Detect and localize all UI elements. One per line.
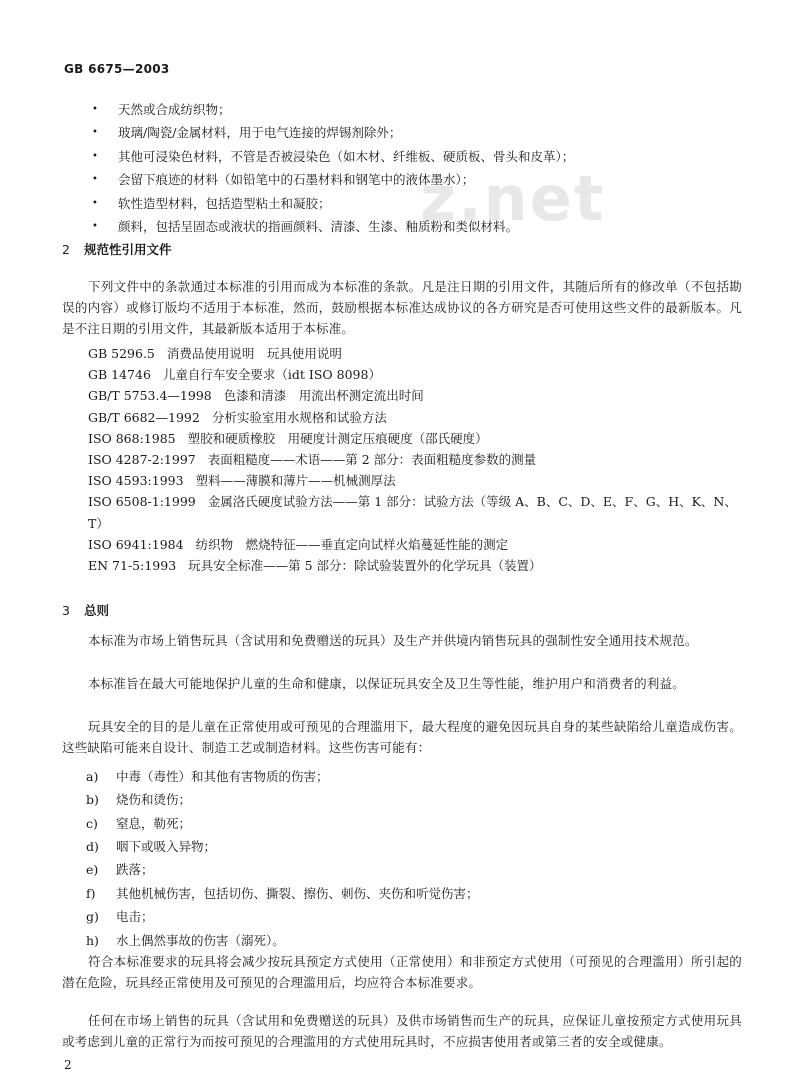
bullet-text: 天然或合成纺织物； <box>118 101 231 117</box>
section-3-paragraph-2: 本标准旨在最大可能地保护儿童的生命和健康，以保证玩具安全及卫生等性能，维护用户和消费者的利益。 <box>88 676 685 691</box>
reference-code: ISO 4287-2:1997 <box>88 452 196 468</box>
reference-title: 纺织物 燃烧特征——垂直定向试样火焰蔓延性能的测定 <box>195 536 509 552</box>
reference-code: EN 71-5:1993 <box>88 558 177 574</box>
section-number: 3 <box>62 603 70 618</box>
hazard-text: 咽下或吸入异物； <box>116 839 217 855</box>
reference-code: ISO 6941:1984 <box>88 536 184 552</box>
bullet-dot: • <box>92 174 98 185</box>
hazard-item <box>86 835 726 858</box>
hazard-label: e) <box>86 862 99 878</box>
reference-title: 金属洛氏硬度试验方法——第 1 部分：试验方法（等级 A、B、C、D、E、F、G、H、K、N、T） <box>88 494 737 531</box>
hazard-label: g) <box>86 909 99 925</box>
normative-reference-list <box>88 343 738 576</box>
reference-item <box>88 343 738 364</box>
bullet-dot: • <box>92 197 98 209</box>
bullet-item <box>92 98 732 122</box>
reference-code: GB 14746 <box>88 367 151 383</box>
hazard-item <box>86 905 726 928</box>
hazard-text: 烧伤和烫伤； <box>116 792 192 808</box>
reference-title: 塑料——薄膜和薄片——机械测厚法 <box>195 473 396 489</box>
reference-item <box>88 449 738 470</box>
section-3-paragraph-3: 玩具安全的目的是儿童在正常使用或可预见的合理滥用下，最大程度的避免因玩具自身的某些缺陷给儿童造成伤害。这些缺陷可能来自设计、制造工艺或制造材料。这些伤害可能有： <box>62 719 742 755</box>
hazard-label: b) <box>86 792 99 808</box>
bullet-text: 软性造型材料，包括造型粘土和凝胶； <box>118 195 331 211</box>
bullet-text: 颜料，包括呈固态或液状的指画颜料、清漆、生漆、釉质粉和类似材料。 <box>118 219 519 235</box>
reference-code: GB/T 5753.4—1998 <box>88 388 212 404</box>
hazard-item <box>86 929 726 952</box>
watermark-text: z.net <box>420 162 606 235</box>
page-number: 2 <box>64 1058 72 1072</box>
reference-title: 儿童自行车安全要求（idt ISO 8098） <box>162 367 381 383</box>
hazard-text: 跌落； <box>116 862 154 878</box>
hazard-text: 水上偶然事故的伤害（溺死）。 <box>116 932 285 948</box>
hazard-text: 窒息，勒死； <box>116 815 192 831</box>
bullet-dot: • <box>92 221 98 232</box>
reference-item <box>88 491 738 533</box>
reference-code: GB/T 6682—1992 <box>88 409 200 425</box>
section-3-paragraph-1: 本标准为市场上销售玩具（含试用和免费赠送的玩具）及生产并供境内销售玩具的强制性安全通用技术规范。 <box>88 633 698 648</box>
hazard-label: h) <box>86 932 99 948</box>
section-2-heading <box>62 242 172 258</box>
bullet-dot: • <box>92 150 98 162</box>
reference-title: 色漆和清漆 用流出杯测定流出时间 <box>223 388 424 404</box>
reference-item <box>88 555 738 576</box>
reference-item <box>88 364 738 385</box>
hazard-item <box>86 859 726 882</box>
bullet-item <box>92 169 732 193</box>
hazard-label: d) <box>86 839 99 855</box>
reference-title: 消费品使用说明 玩具使用说明 <box>166 346 342 361</box>
hazard-label: a) <box>86 768 99 784</box>
section-3-paragraph-5: 任何在市场上销售的玩具（含试用和免费赠送的玩具）及供市场销售而生产的玩具，应保证儿童按预定方式使用玩具或考虑到儿童的正常行为而按可预见的合理滥用的方式使用玩具时，不应损害使用者或第三者的安全或健康。 <box>62 1013 742 1049</box>
bullet-item <box>92 216 732 240</box>
hazard-item <box>86 882 726 905</box>
reference-code: ISO 868:1985 <box>88 430 176 446</box>
reference-item <box>88 428 738 449</box>
bullet-dot: • <box>92 127 98 138</box>
hazard-label: c) <box>86 815 98 831</box>
material-bullet-list <box>92 98 732 239</box>
standard-number-header: GB 6675—2003 <box>64 62 170 76</box>
reference-title: 分析实验室用水规格和试验方法 <box>211 409 387 425</box>
reference-code: ISO 4593:1993 <box>88 473 184 489</box>
reference-code: ISO 6508-1:1999 <box>88 494 196 510</box>
hazard-list <box>86 765 726 952</box>
bullet-text: 会留下痕迹的材料（如铅笔中的石墨材料和钢笔中的液体墨水）； <box>118 172 475 188</box>
hazard-text: 中毒（毒性）和其他有害物质的伤害； <box>116 768 329 784</box>
section-title: 总则 <box>84 603 110 618</box>
bullet-text: 其他可浸染色材料，不管是否被浸染色（如木材、纤维板、硬质板、骨头和皮革）； <box>118 148 575 164</box>
reference-item <box>88 534 738 555</box>
reference-title: 表面粗糙度——术语——第 2 部分：表面粗糙度参数的测量 <box>207 452 537 468</box>
section-number: 2 <box>62 242 70 257</box>
hazard-text: 电击； <box>116 909 154 925</box>
reference-title: 玩具安全标准——第 5 部分：除试验装置外的化学玩具（装置） <box>188 558 542 574</box>
reference-title: 塑胶和硬质橡胶 用硬度计测定压痕硬度（邵氏硬度） <box>187 430 488 446</box>
hazard-item <box>86 765 726 788</box>
section-2-intro-paragraph: 下列文件中的条款通过本标准的引用而成为本标准的条款。凡是注日期的引用文件，其随后所有的修改单（不包括勘误的内容）或修订版均不适用于本标准，然而，鼓励根据本标准达成协议的各方研究是否可使用这些文件的最新版本。凡是不注日期的引用文件，其最新版本适用于本标准。 <box>62 279 742 336</box>
section-3-heading <box>62 603 109 619</box>
hazard-label: f) <box>86 885 96 901</box>
hazard-item <box>86 812 726 835</box>
bullet-text: 玻璃/陶瓷/金属材料，用于电气连接的焊锡剂除外； <box>118 125 402 141</box>
reference-item <box>88 470 738 491</box>
hazard-text: 其他机械伤害，包括切伤、撕裂、擦伤、刺伤、夹伤和听觉伤害； <box>116 885 479 901</box>
bullet-item <box>92 192 732 216</box>
reference-item <box>88 407 738 428</box>
section-title: 规范性引用文件 <box>84 242 172 257</box>
bullet-dot: • <box>92 103 98 115</box>
hazard-item <box>86 788 726 811</box>
reference-item <box>88 385 738 406</box>
reference-code: GB 5296.5 <box>88 346 155 361</box>
bullet-item <box>92 145 732 169</box>
section-3-paragraph-4: 符合本标准要求的玩具将会减少按玩具预定方式使用（正常使用）和非预定方式使用（可预见的合理滥用）所引起的潜在危险，玩具经正常使用及可预见的合理滥用后，均应符合本标准要求。 <box>62 954 742 990</box>
bullet-item <box>92 122 732 146</box>
